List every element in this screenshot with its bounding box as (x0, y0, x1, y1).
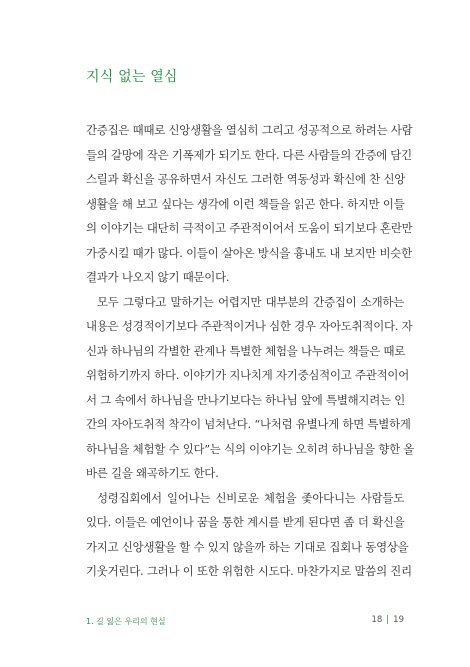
text-line: 성령집회에서 일어나는 신비로운 체험을 좇아다니는 사람들도 (97, 490, 404, 505)
page-separator: | (386, 615, 390, 625)
text-line: 들의 갈망에 작은 기폭제가 되기도 한다. 다른 사람들의 간증에 담긴 (86, 147, 412, 162)
text-line: 가중시킬 때가 많다. 이들이 살아온 방식을 흉내도 내 보지만 비슷한 (86, 245, 412, 260)
page-number-left: 18 (371, 615, 383, 625)
text-line: 있다. 이들은 예언이나 꿈을 통한 계시를 받게 된다면 좀 더 확신을 (86, 515, 405, 529)
body-text (86, 118, 415, 584)
text-line: 생활을 해 보고 싶다는 생각에 이런 책들을 읽곤 한다. 하지만 이들 (86, 196, 405, 211)
text-line: 위험하기까지 하다. 이야기가 지나치게 자기중심적이고 주관적이어 (86, 368, 410, 382)
text-line: 가지고 신앙생활을 할 수 있지 않을까 하는 기대로 집회나 동영상을 (86, 539, 409, 554)
text-line: 서 그 속에서 하나님을 만나기보다는 하나님 앞에 특별해지려는 인 (86, 392, 406, 407)
text-line: 신과 하나님의 각별한 관계나 특별한 체험을 나누려는 책들은 때로 (86, 343, 406, 358)
text-line: 간증집은 때때로 신앙생활을 열심히 그리고 성공적으로 하려는 사람 (86, 123, 413, 137)
text-line: 기웃거린다. 그러나 이 또한 위험한 시도다. 마찬가지로 말씀의 진리 (86, 564, 412, 578)
paragraph-2 (86, 290, 415, 486)
page-numbers (371, 615, 404, 625)
text-line: 바른 길을 왜곡하기도 한다. (86, 466, 219, 480)
page-number-right: 19 (393, 615, 404, 625)
text-line: 간의 자아도취적 착각이 넘쳐난다. “나처럼 유별나게 하면 특별하게 (86, 417, 411, 431)
paragraph-1 (86, 118, 413, 290)
text-line: 결과가 나오지 않기 때문이다. (86, 270, 230, 284)
text-line: 스릴과 확신을 공유하면서 자신도 그러한 역동성과 확신에 찬 신앙 (86, 172, 406, 186)
text-line: 하나님을 체험할 수 있다”는 식의 이야기는 오히려 하나님을 향한 올 (86, 441, 415, 456)
paragraph-3 (86, 486, 412, 584)
text-line: 내용은 성경적이기보다 주관적이거나 심한 경우 자아도취적이다. 자 (86, 319, 413, 333)
text-line: 모두 그렇다고 말하기는 어렵지만 대부분의 간증집이 소개하는 (97, 294, 404, 309)
text-line: 의 이야기는 대단히 극적이고 주관적이어서 도움이 되기보다 혼란만 (86, 221, 413, 235)
section-heading: 지식 없는 열심 (86, 69, 178, 85)
chapter-footer: 1. 길 잃은 우리의 현실 (86, 617, 166, 626)
